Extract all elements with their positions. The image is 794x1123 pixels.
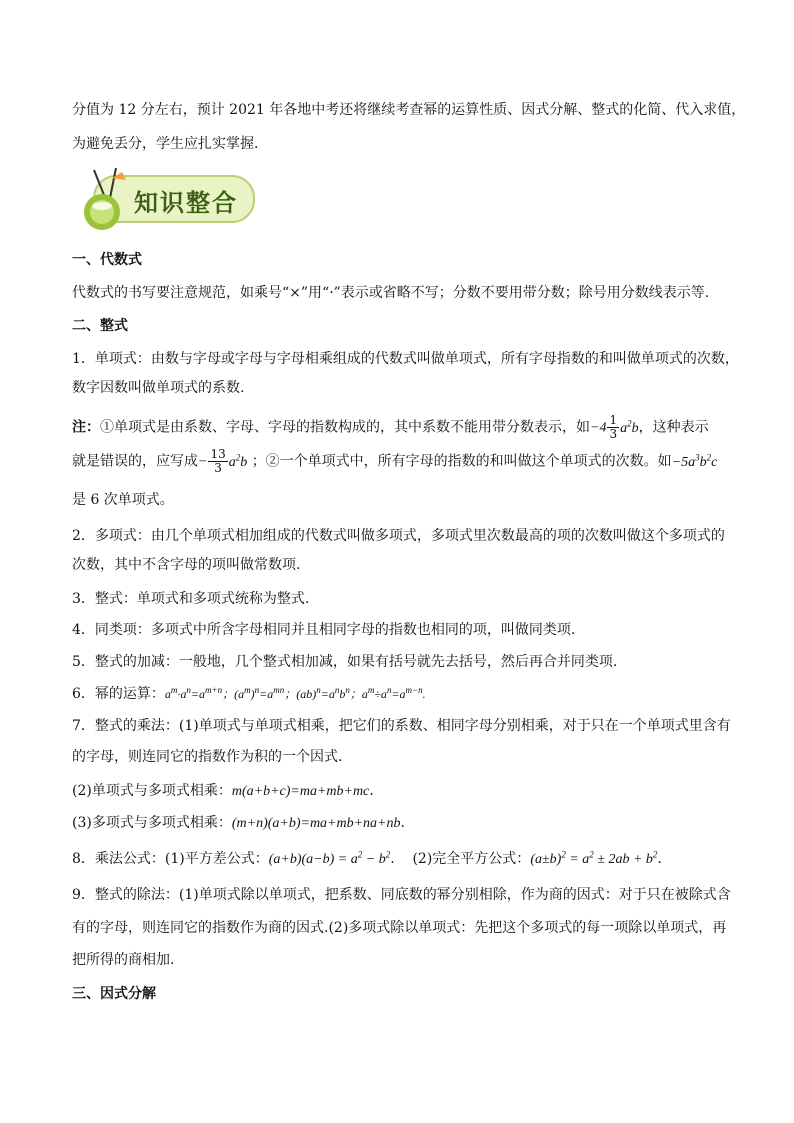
section-1-text: 代数式的书写要注意规范，如乘号“×”用“·”表示或省略不写；分数不要用带分数；除号用分数线表示等. <box>72 285 710 301</box>
monomial-def-2: 数字因数叫做单项式的系数. <box>72 380 245 396</box>
note-line-1: 注：①单项式是由系数、字母、字母的指数构成的，其中系数不能用带分数表示，如−4 $\frac{1}{3}$ $a^2b$，这种表示 <box>72 413 709 441</box>
add-subtract-def: 5．整式的加减：一般地，几个整式相加减，如果有括号就先去括号，然后再合并同类项. <box>72 654 618 670</box>
note-line-3: 是 6 次单项式。 <box>72 492 174 508</box>
section-2-heading: 二、整式 <box>72 318 128 334</box>
multiplication-def-2: 的字母，则连同它的指数作为积的一个因式. <box>72 749 343 765</box>
power-rules-label: 6．幂的运算： <box>72 686 165 702</box>
division-def-2: 有的字母，则连同它的指数作为商的因式.(2)多项式除以单项式：先把这个多项式的每一项除以单项式，再 <box>72 920 727 936</box>
note-text-2: ，这种表示 <box>638 419 709 436</box>
power-rules: 6．幂的运算：$a^m\cdot a^n=a^{m+n}$；$(a^m)^n=a^{mn}$；$(ab)^n=a^nb^n$；$a^m\div a^n=a^{m-n}$. <box>72 685 426 702</box>
monomial-def-1: 1．单项式：由数与字母或字母与字母相乘组成的代数式叫做单项式，所有字母指数的和叫做单项式的次数， <box>72 351 739 367</box>
product-formula-label: 8．乘法公式：(1)平方差公式： <box>72 851 269 867</box>
section-1-heading: 一、代数式 <box>72 252 142 268</box>
polynomial-def-1: 2．多项式：由几个单项式相加组成的代数式叫做多项式，多项式里次数最高的项的次数叫做这个多项式的 <box>72 528 725 544</box>
integral-expr-def: 3．整式：单项式和多项式统称为整式. <box>72 591 310 607</box>
poly-poly-rule: (3)多项式与多项式相乘：(m+n)(a+b)=ma+mb+na+nb. <box>72 815 405 831</box>
division-def-3: 把所得的商相加. <box>72 952 175 968</box>
multiplication-def-1: 7．整式的乘法：(1)单项式与单项式相乘，把它们的系数、相同字母分别相乘，对于只在一个单项式里含有 <box>72 718 731 734</box>
note-line-2: 就是错误的，应写成− $\frac{13}{3}$ $a^2b$ ；②一个单项式中，所有字母的指数的和叫做这个单项式的次数。如$-5a^3b^2c$ <box>72 447 718 475</box>
division-def-1: 9．整式的除法：(1)单项式除以单项式，把系数、同底数的幂分别相除，作为商的因式：对于只在被除式含 <box>72 887 731 903</box>
product-formulas: 8．乘法公式：(1)平方差公式：$(a+b)(a-b) = a^2 - b^2$. (2)完全平方公式：$(a\pm b)^2 = a^2 \pm 2ab + b^2$. <box>72 849 662 867</box>
note-text-3: 就是错误的，应写成 <box>72 453 198 470</box>
square-formula-label: (2)完全平方公式： <box>412 851 531 867</box>
mono-poly-rule: (2)单项式与多项式相乘：m(a+b+c)=ma+mb+mc. <box>72 783 374 799</box>
polynomial-def-2: 次数，其中不含字母的项叫做常数项. <box>72 557 301 573</box>
like-terms-def: 4．同类项：多项式中所含字母相同并且相同字母的指数也相同的项，叫做同类项. <box>72 622 576 638</box>
intro-line-1: 分值为 12 分左右，预计 2021 年各地中考还将继续考查幂的运算性质、因式分解、整式的化简、代入求值， <box>72 102 746 118</box>
banner-title: 知识整合 <box>134 189 238 217</box>
note-label: 注： <box>72 419 100 436</box>
knowledge-banner <box>72 166 258 232</box>
note-text-1: ①单项式是由系数、字母、字母的指数构成的，其中系数不能用带分数表示，如 <box>100 419 590 436</box>
note-text-4: ；②一个单项式中，所有字母的指数的和叫做这个单项式的次数。如 <box>251 453 672 470</box>
mono-poly-label: (2)单项式与多项式相乘： <box>72 783 232 799</box>
poly-poly-label: (3)多项式与多项式相乘： <box>72 815 232 831</box>
section-3-heading: 三、因式分解 <box>72 986 156 1002</box>
intro-line-2: 为避免丢分，学生应扎实掌握. <box>72 136 259 152</box>
